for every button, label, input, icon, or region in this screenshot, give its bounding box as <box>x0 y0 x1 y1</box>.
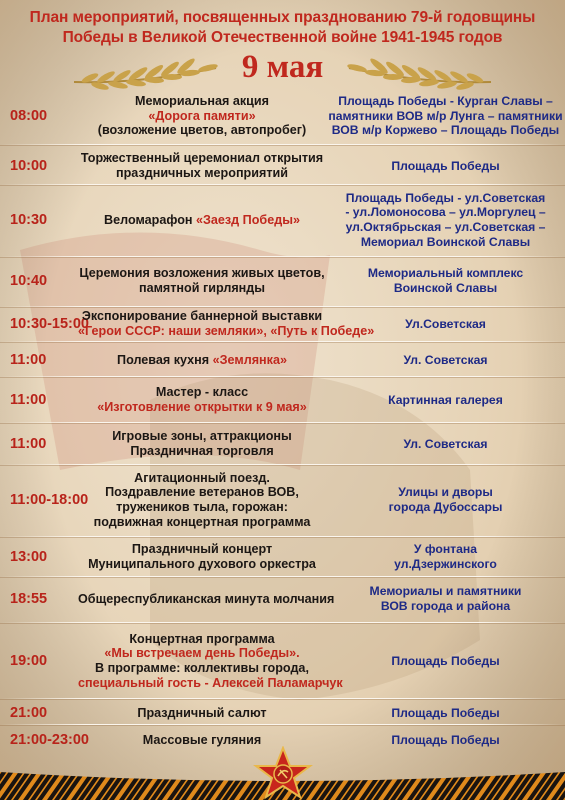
place-line: Площадь Победы <box>391 705 500 720</box>
place-line: памятники ВОВ м/р Лунга – памятники <box>328 108 563 123</box>
event-text: (возложение цветов, автопробег) <box>97 123 307 138</box>
event-line <box>78 94 326 109</box>
place-line: Мемориальный комплекс <box>367 266 524 281</box>
place-line: ВОВ города и района <box>380 599 511 613</box>
event-time: 21:00 <box>10 705 48 721</box>
row-divider <box>0 376 565 377</box>
event-time: 11:00 <box>10 352 47 368</box>
event-place <box>326 485 565 514</box>
event-highlight: «Мы встречаем день Победы». <box>104 646 300 661</box>
event-description <box>78 706 326 721</box>
schedule-row <box>0 380 565 420</box>
event-highlight: «Землянка» <box>212 352 287 367</box>
schedule-row <box>0 310 565 338</box>
event-line <box>78 266 326 281</box>
event-text: Мастер - класс <box>155 385 249 400</box>
event-line <box>78 109 326 124</box>
schedule-row <box>0 148 565 184</box>
event-description <box>78 353 326 368</box>
event-line <box>78 444 326 459</box>
event-line <box>78 281 326 296</box>
event-time: 10:00 <box>10 158 48 174</box>
event-line <box>78 515 326 530</box>
event-time: 11:00 <box>10 392 47 408</box>
event-line <box>78 429 326 444</box>
event-text: Поздравление ветеранов ВОВ, <box>105 485 299 500</box>
event-line <box>78 324 375 339</box>
schedule-row <box>0 540 565 574</box>
event-text: Полевая кухня <box>117 352 213 367</box>
event-text: Массовые гуляния <box>142 732 262 747</box>
event-text: подвижная концертная программа <box>93 514 311 529</box>
schedule-row <box>0 426 565 462</box>
schedule-row <box>0 580 565 618</box>
event-line <box>78 151 326 166</box>
event-text: Торжественный церемониал открытия <box>80 151 324 166</box>
event-description <box>78 471 326 529</box>
event-description <box>78 631 343 690</box>
row-divider <box>0 256 565 257</box>
event-line <box>78 123 326 138</box>
event-place <box>326 733 565 748</box>
event-place <box>326 654 565 669</box>
event-line <box>78 675 343 691</box>
event-line <box>78 385 326 400</box>
event-text: Церемония возложения живых цветов, <box>79 266 325 281</box>
event-text: памятной гирлянды <box>138 281 266 295</box>
event-place <box>326 159 565 174</box>
place-line: Мемориалы и памятники <box>369 584 522 599</box>
event-text: Экспонирование баннерной выставки <box>81 309 323 324</box>
event-line <box>78 400 326 415</box>
event-time: 19:00 <box>10 653 48 669</box>
laurel-branch-left-icon <box>70 50 220 90</box>
event-line <box>78 542 326 557</box>
event-line <box>78 632 326 647</box>
row-divider <box>0 622 565 623</box>
event-highlight: «Дорога памяти» <box>148 108 256 123</box>
event-line <box>78 471 326 486</box>
event-time: 10:30 <box>10 212 48 228</box>
event-line <box>78 591 335 607</box>
event-text: праздничных мероприятий <box>116 166 288 180</box>
place-line: Ул. Советская <box>403 436 488 451</box>
event-description <box>78 309 375 338</box>
place-line: Площадь Победы <box>391 653 500 668</box>
row-divider <box>0 341 565 342</box>
event-text: Мемориальная акция <box>135 94 269 109</box>
row-divider <box>0 184 565 185</box>
row-divider <box>0 536 565 537</box>
event-time: 10:40 <box>10 273 48 289</box>
header <box>0 8 565 90</box>
event-text: Праздничная торговля <box>130 444 274 458</box>
event-text: тружеников тыла, горожан: <box>116 500 288 514</box>
event-time: 11:00-18:00 <box>10 492 89 508</box>
event-place <box>326 542 565 571</box>
row-divider <box>0 464 565 465</box>
place-line: Картинная галерея <box>388 392 503 407</box>
row-divider <box>0 422 565 423</box>
place-line: Ул. Советская <box>403 352 488 367</box>
place-line: Мемориал Воинской Славы <box>360 234 531 249</box>
event-description <box>78 266 326 295</box>
event-line <box>78 500 326 515</box>
place-line: Улицы и дворы <box>398 485 493 500</box>
event-place <box>326 584 565 613</box>
event-text: Муниципального духового оркестра <box>88 557 316 571</box>
event-text: Праздничный салют <box>137 705 267 720</box>
event-text: В программе: коллективы города, <box>95 661 309 675</box>
row-divider <box>0 576 565 577</box>
event-text: Веломарафон <box>104 212 197 227</box>
event-description <box>78 151 326 180</box>
place-line: ул.Дзержинского <box>394 557 497 571</box>
schedule-row <box>0 188 565 252</box>
event-line <box>78 353 326 368</box>
row-divider <box>0 306 565 307</box>
event-text: Агитационный поезд. <box>134 470 270 485</box>
place-line: Ул.Советская <box>405 316 486 331</box>
schedule-row <box>0 468 565 532</box>
event-description <box>78 385 326 414</box>
place-line: Воинской Славы <box>393 281 498 295</box>
event-description <box>78 542 326 571</box>
event-description <box>78 94 326 138</box>
schedule-row <box>0 702 565 724</box>
event-line <box>78 485 326 500</box>
place-line: У фонтана <box>413 542 478 557</box>
place-line: Площадь Победы <box>391 732 500 747</box>
place-line: Площадь Победы - ул.Советская <box>345 190 546 205</box>
row-divider <box>0 698 565 699</box>
place-line: Площадь Победы <box>391 158 500 173</box>
schedule-row <box>0 92 565 140</box>
place-line: Площадь Победы - Курган Славы – <box>338 94 553 109</box>
event-line <box>78 213 326 228</box>
event-place <box>326 191 565 249</box>
laurel-branch-right-icon <box>345 50 495 90</box>
event-highlight: «Изготовление открытки к 9 мая» <box>97 400 307 414</box>
event-time: 08:00 <box>10 108 48 124</box>
event-line <box>78 661 326 676</box>
event-highlight: «Герои СССР: наши земляки», «Путь к Победе» <box>78 324 375 338</box>
event-time: 21:00-23:00 <box>10 732 89 748</box>
event-description <box>78 429 326 458</box>
event-line <box>78 166 326 181</box>
event-place <box>326 437 565 452</box>
event-time: 13:00 <box>10 549 48 565</box>
event-highlight: «Заезд Победы» <box>196 212 300 227</box>
event-line <box>78 557 326 572</box>
event-text: Общереспубликанская минута молчания <box>78 591 335 606</box>
row-divider <box>0 724 565 725</box>
place-line: ВОВ м/р Коржево – Площадь Победы <box>331 123 560 138</box>
event-text: Праздничный концерт <box>131 542 273 557</box>
row-divider <box>0 144 565 145</box>
event-place <box>326 393 565 408</box>
place-line: - ул.Ломоносова – ул.Моргулец – <box>345 205 546 220</box>
event-place <box>326 94 565 138</box>
event-text: Игровые зоны, аттракционы <box>112 429 292 444</box>
event-description <box>78 591 335 607</box>
event-time: 18:55 <box>10 591 48 607</box>
event-place <box>326 353 565 368</box>
event-place <box>326 706 565 721</box>
event-time: 10:30-15:00 <box>10 316 89 332</box>
event-line <box>78 646 326 661</box>
event-line <box>78 309 326 324</box>
event-place <box>326 317 565 332</box>
title-line-2: Победы в Великой Отечественной войне 1941-1945 годов <box>62 29 503 46</box>
title-line-1: План мероприятий, посвященных празднованию 79-й годовщины <box>29 9 536 26</box>
event-highlight: специальный гость - Алексей Паламарчук <box>78 675 343 690</box>
schedule-row <box>0 345 565 375</box>
order-star-icon <box>253 746 313 800</box>
event-description <box>78 213 326 228</box>
event-time: 11:00 <box>10 436 47 452</box>
event-place <box>326 266 565 295</box>
event-text: Концертная программа <box>129 631 275 646</box>
date-row <box>0 48 565 90</box>
event-line <box>78 706 326 721</box>
place-line: ул.Октябрьская – ул.Советская – <box>345 220 546 234</box>
place-line: города Дубоссары <box>388 500 503 514</box>
schedule-row <box>0 626 565 696</box>
date-heading: 9 мая <box>241 49 324 85</box>
schedule-row <box>0 260 565 302</box>
